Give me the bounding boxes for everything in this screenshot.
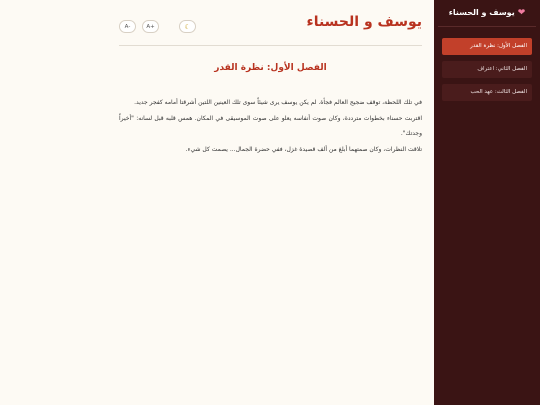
paragraph-2: اقتربت حسناء بخطوات مترددة، وكان صوت أنفاسه يعلو على صوت الموسيقى في المكان. همس قلبه قبل لسانه: "أخيراً وجدتك".: [119, 114, 422, 137]
chapter-list: [434, 27, 540, 101]
chapter-body: [119, 95, 422, 157]
paragraph-1: في تلك اللحظة، توقف ضجيج العالم فجأة. لم يكن يوسف يرى شيئاً سوى تلك العينين اللتين أشرقتا أمامه كفجر جديد.: [134, 99, 422, 106]
decrease-font-button[interactable]: A-: [119, 20, 136, 33]
reader-header: [119, 0, 422, 46]
theme-toggle-button[interactable]: [179, 20, 196, 33]
sidebar-title-text: يوسف و الحسناء: [448, 8, 515, 17]
sidebar: [434, 0, 540, 405]
moon-icon: ☾: [184, 22, 191, 31]
paragraph-3: تلاقت النظرات، وكان صمتهما أبلغ من ألف قصيدة غزل، ففي حضرة الجمال... يصمت كل شيء.: [185, 145, 422, 153]
sidebar-item-chapter-2[interactable]: الفصل الثاني: اعتراف: [442, 61, 532, 78]
increase-font-button[interactable]: A+: [142, 20, 159, 33]
page-title: يوسف و الحسناء: [306, 14, 422, 30]
sidebar-item-chapter-3[interactable]: الفصل الثالث: عهد الحب: [442, 84, 532, 101]
heart-icon: ❤: [517, 8, 526, 18]
reader-controls: [119, 20, 196, 33]
sidebar-title: [438, 0, 536, 27]
chapter-title: الفصل الأول: نظرة القدر: [214, 63, 327, 73]
reader-main: [119, 0, 422, 405]
sidebar-item-chapter-1[interactable]: الفصل الأول: نظرة القدر: [442, 38, 532, 55]
